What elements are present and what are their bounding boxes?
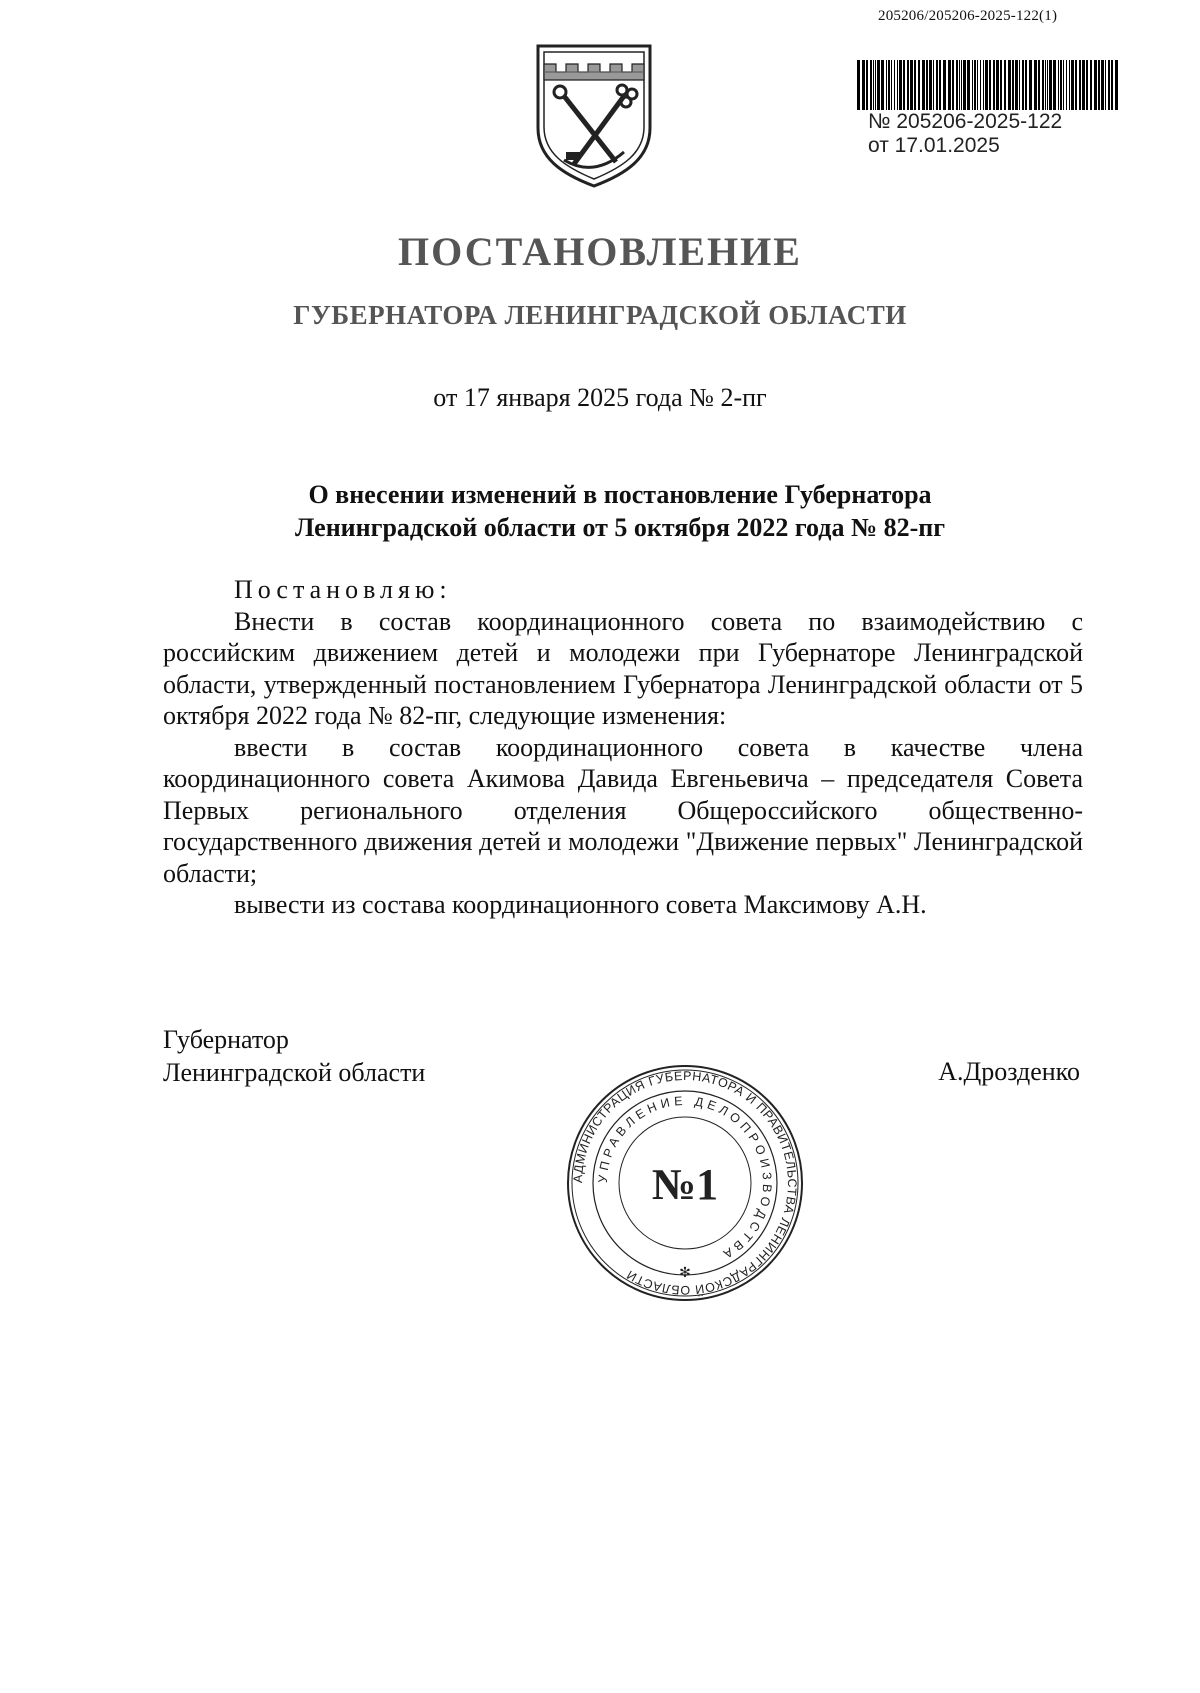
body-paragraph: вывести из состава координационного совета Максимову А.Н.	[234, 890, 927, 919]
barcode	[855, 60, 1120, 110]
barcode-bar	[1101, 60, 1104, 110]
subject-line-1: О внесении изменений в постановление Губернатора	[308, 480, 932, 509]
barcode-bar	[1025, 60, 1027, 110]
barcode-bar	[972, 60, 973, 110]
barcode-bar	[952, 60, 954, 110]
barcode-bar	[1022, 60, 1024, 110]
barcode-bar	[1038, 60, 1040, 110]
barcode-bar	[1086, 60, 1088, 110]
barcode-bar	[910, 60, 913, 110]
barcode-bar	[894, 60, 895, 110]
barcode-bar	[1008, 60, 1011, 110]
barcode-bar	[933, 60, 934, 110]
barcode-bar	[907, 60, 909, 110]
barcode-bar	[929, 60, 932, 110]
barcode-bar	[977, 60, 978, 110]
barcode-bar	[1066, 60, 1067, 110]
signatory-position	[163, 1023, 583, 1089]
barcode-bar	[1012, 60, 1014, 110]
registration-block	[868, 110, 1168, 158]
barcode-bar	[903, 60, 905, 110]
barcode-bar	[1082, 60, 1085, 110]
signatory-position-line-2: Ленинградской области	[163, 1058, 426, 1087]
barcode-bar	[1063, 60, 1064, 110]
barcode-bar	[857, 60, 860, 110]
barcode-bar	[1075, 60, 1077, 110]
decree-word: Постановляю:	[234, 575, 452, 604]
barcode-bar	[948, 60, 951, 110]
barcode-bar	[1029, 60, 1032, 110]
barcode-bar	[918, 60, 920, 110]
barcode-bar	[877, 60, 880, 110]
document-subject	[160, 478, 1080, 544]
barcode-bar	[1098, 60, 1100, 110]
barcode-bar	[956, 60, 958, 110]
barcode-bar	[881, 60, 884, 110]
barcode-bar	[1079, 60, 1081, 110]
barcode-bar	[1047, 60, 1048, 110]
barcode-bar	[959, 60, 960, 110]
barcode-bar	[1004, 60, 1006, 110]
barcode-bar	[875, 60, 876, 110]
barcode-bar	[967, 60, 970, 110]
subject-line-2: Ленинградской области от 5 октября 2022 года № 82-пг	[294, 513, 946, 542]
barcode-bar	[873, 60, 874, 110]
barcode-bar	[1060, 60, 1062, 110]
barcode-bar	[862, 60, 865, 110]
barcode-bar	[936, 60, 938, 110]
barcode-bar	[961, 60, 962, 110]
signatory-name: А.Дрозденко	[938, 1057, 1080, 1086]
barcode-bar	[1058, 60, 1059, 110]
barcode-bar	[963, 60, 966, 110]
document-title: ПОСТАНОВЛЕНИЕ	[398, 229, 802, 274]
barcode-bar	[1045, 60, 1046, 110]
body-paragraph: ввести в состав координационного совета в качестве члена координационного совета Акимова Давида Евгеньевича – председателя Совета Первых регионального отделения Общероссийского общественно-государственного движения детей и молодежи "Движение первых" Ленинградской области;	[163, 732, 1083, 888]
signatory-position-line-1: Губернатор	[163, 1025, 289, 1054]
document-body	[163, 574, 1083, 921]
barcode-bar	[922, 60, 925, 110]
barcode-bar	[985, 60, 988, 110]
barcode-bar	[1019, 60, 1020, 110]
barcode-bar	[989, 60, 991, 110]
barcode-bar	[1111, 60, 1113, 110]
document-date-number: от 17 января 2025 года № 2-пг	[433, 383, 767, 412]
barcode-bar	[926, 60, 928, 110]
barcode-bar	[1053, 60, 1056, 110]
barcode-bar	[1108, 60, 1110, 110]
barcode-bar	[1115, 60, 1118, 110]
barcode-bar	[980, 60, 981, 110]
barcode-bar	[899, 60, 902, 110]
barcode-bar	[996, 60, 999, 110]
seal-star-icon: ✻	[679, 1265, 691, 1281]
barcode-bar	[886, 60, 887, 110]
barcode-bar	[1034, 60, 1037, 110]
seal-number: №1	[651, 1160, 719, 1209]
barcode-bar	[983, 60, 984, 110]
top-reference: 205206/205206-2025-122(1)	[878, 8, 1058, 24]
registration-date: от 17.01.2025	[868, 134, 1000, 157]
barcode-bar	[974, 60, 976, 110]
barcode-bar	[1071, 60, 1074, 110]
barcode-bar	[1069, 60, 1070, 110]
seal-inner-text: УПРАВЛЕНИЕ ДЕЛОПРОИЗВОДСТВА	[595, 1093, 775, 1263]
barcode-bar	[993, 60, 995, 110]
document-subtitle: ГУБЕРНАТОРА ЛЕНИНГРАДСКОЙ ОБЛАСТИ	[293, 300, 907, 330]
barcode-bar	[1042, 60, 1044, 110]
barcode-bar	[1105, 60, 1106, 110]
barcode-bar	[888, 60, 890, 110]
barcode-bar	[891, 60, 892, 110]
coat-of-arms-icon	[530, 40, 658, 188]
barcode-bar	[943, 60, 946, 110]
barcode-bar	[870, 60, 872, 110]
barcode-bar	[914, 60, 916, 110]
barcode-bar	[866, 60, 868, 110]
barcode-bar	[1000, 60, 1002, 110]
barcode-bar	[1090, 60, 1092, 110]
official-seal-stamp	[565, 1063, 805, 1303]
barcode-bar	[1094, 60, 1097, 110]
barcode-bar	[939, 60, 941, 110]
barcode-bar	[1049, 60, 1052, 110]
seal-outer-text: АДМИНИСТРАЦИЯ ГУБЕРНАТОРА И ПРАВИТЕЛЬСТВА ЛЕНИНГРАДСКОЙ ОБЛАСТИ	[570, 1068, 800, 1298]
barcode-bar	[1015, 60, 1018, 110]
barcode-bar	[897, 60, 898, 110]
registration-number: № 205206-2025-122	[868, 110, 1063, 133]
body-paragraph: Внести в состав координационного совета по взаимодействию с российским движением детей и молодежи при Губернаторе Ленинградской области, утвержденный постановлением Губернатора Ленинградской области от 5 октября 2022 года № 82-пг, следующие изменения:	[163, 606, 1083, 730]
